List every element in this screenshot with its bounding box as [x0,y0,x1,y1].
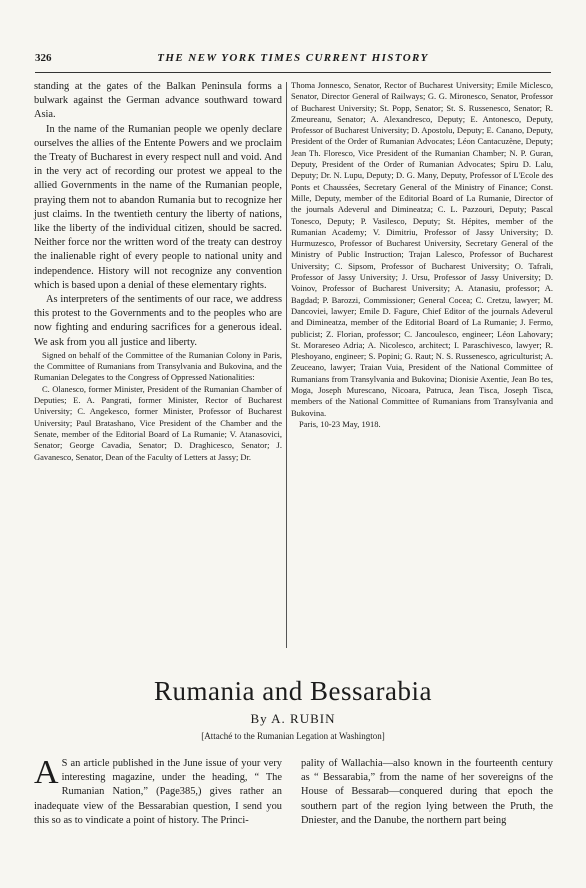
article-right-column [301,757,553,828]
right-column [291,80,553,430]
left-column [34,80,282,463]
signatories-list-start: C. Olanesco, former Minister, President of the Rumanian Chamber of Deputies; E. A. Pangrati, former Minister, Rector of Bucharest University; C. Angekesco, former Minister, Professor of Bucharest University; Paul Bratashano, Vice President of the Chamber and the Senate, member of the Editorial Board of La Rumanie; V. Atanasovici, Senator; George Cavadia, Senator; D. Draghicesco, Senator; J. Gavanesco, Senator, Dean of the Faculty of Letters at Jassy; Dr. [34,383,282,462]
dateline: Paris, 10-23 May, 1918. [299,418,381,429]
author-affiliation: [Attaché to the Rumanian Legation at Washington] [201,731,385,741]
page-header [35,52,551,68]
article-text-left: S an article published in the June issue of your very interesting magazine, under the heading, “ The Rumanian Nation,” (Page385,) gives rather an inadequate view of the Bessarabian question, I send you this so as to vindicate a point of history. The Princi- [34,758,282,826]
drop-cap: A [34,754,59,791]
article-text-right: pality of Wallachia—also known in the fourteenth century as “ Bessarabia,” from the name of her sovereigns of the House of Bessarab—conquered during that epoch the southern part of the region lying between the Pruth, the Dniester, and the Danube, the northern part being [301,758,553,826]
signed-statement: Signed on behalf of the Committee of the Rumanian Colony in Paris, the Committee of Rumanians from Transylvania and Bukovina, and the Rumanian Delegates to the Congress of Oppressed Nationalities: [34,349,282,383]
protest-paragraph-3: As interpreters of the sentiments of our race, we address this protest to the Governments and to the peoples who are now fighting and enduring sacrifices for a generous ideal. We ask from you all justice and liberty. [34,294,282,348]
protest-paragraph-1: standing at the gates of the Balkan Peninsula forms a bulwark against the German advance southward toward Asia. [34,81,282,121]
article-paragraph-1 [34,754,282,828]
article-byline: By A. RUBIN [250,711,336,726]
article-left-column [34,754,282,828]
protest-paragraph-2: In the name of the Rumanian people we openly declare ourselves the allies of the Entente Powers and we proclaim the Treaty of Bucharest in every respect null and void. And in the very act of recording our protest we appeal to the allied Governments in the name of the Rumanian people, praying them not to abandon Rumania but to recognize her just claims. In the twentieth century the liberty of nations, like the liberty of the individual citizen, should be sacred. Neither force nor the written word of the treaty can destroy the inalienable right of every people to national unity and independence. History will not recognize any convention which is based upon a denial of these elementary rights. [34,123,282,291]
header-rule [35,72,551,73]
running-title: THE NEW YORK TIMES CURRENT HISTORY [157,52,429,64]
column-divider [286,82,287,648]
page-number: 326 [35,52,52,64]
article-title: Rumania and Bessarabia [154,676,432,706]
signatories-list-continued: Thoma Jonnesco, Senator, Rector of Bucharest University; Emile Miclesco, Senator, Director General of Railways; G. G. Mironesco, Senator, Professor of Bucharest University; St. Popp, Senator; St. S. Russenesco, Senator; R. Zmeureanu, Senator; A. Alexandresco, Deputy; E. Antonesco, Deputy, Professor of Bucharest University; D. Apostolu, Deputy; E. Canano, Deputy, President of the Order of Rumanian Advocates; Léon Cantacuzène, Deputy; Jean Th. Floresco, Vice President of the Rumanian Chamber; N. P. Guran, Deputy, President of the Order of Rumanian Advocates; Spiru D. Lalu, Deputy; Dr. N. Lupu, Deputy; D. G. Many, Deputy, Professor of L'Ecole des Ponts et Chaussées, Secretary General of the Ministry of Finance; Const. Mille, Deputy, member of the Editorial Board of La Rumanie, Director of the journals Adeverul and Dimineatza; C. L. Pazzouri, Deputy; Pascal Tonesco, Deputy; P. Vasilesco, Deputy; St. Hépites, member of the Rumanian Academy; V. Dimitriu, Professor of Jassy University; D. Hurmuzesco, Professor of Bucharest University, Secretary General of the Ministry of Public Instruction; Trajan Lalesco, Professor of Bucharest University; C. Sipsom, Professor of Bucharest University; O. Tafrali, Professor of Jassy University; J. Ursu, Professor of Jassy University; D. Voinov, Professor of Bucharest University; A. Atanasiu, professor; A. Bagdad; P. Barozzi, Commissioner; General Cocea; C. Cretzu, lawyer; M. Dancoviei, lawyer; Emile D. Fagure, Chief Editor of the journals Adeverul and Dimineatza, member of the Editorial Board of La Rumanie; J. Fermo, publicist; Z. Florian, professor; C. Jancoulesco, engineer; Léon Lahovary; St. Morareseo Adria; A. Nicolesco, architect; I. Paraschivesco, lawyer; R. Pleshoyano, engineer; S. Popini; G. Raut; N. S. Russenesco, agriculturist; A. Zeuceano, lawyer; Traian Vuia, President of the National Committee of Rumanians from Transylvania and Bukovina; Dionisie Axentie, Jean Bo tes, Moga, Joseph Murescano, Nicoara, Patruca, Jean Tisca, Joseph Tisca, members of the National Committee of Rumanians from Transylvania and Bukovina. [291,80,553,418]
